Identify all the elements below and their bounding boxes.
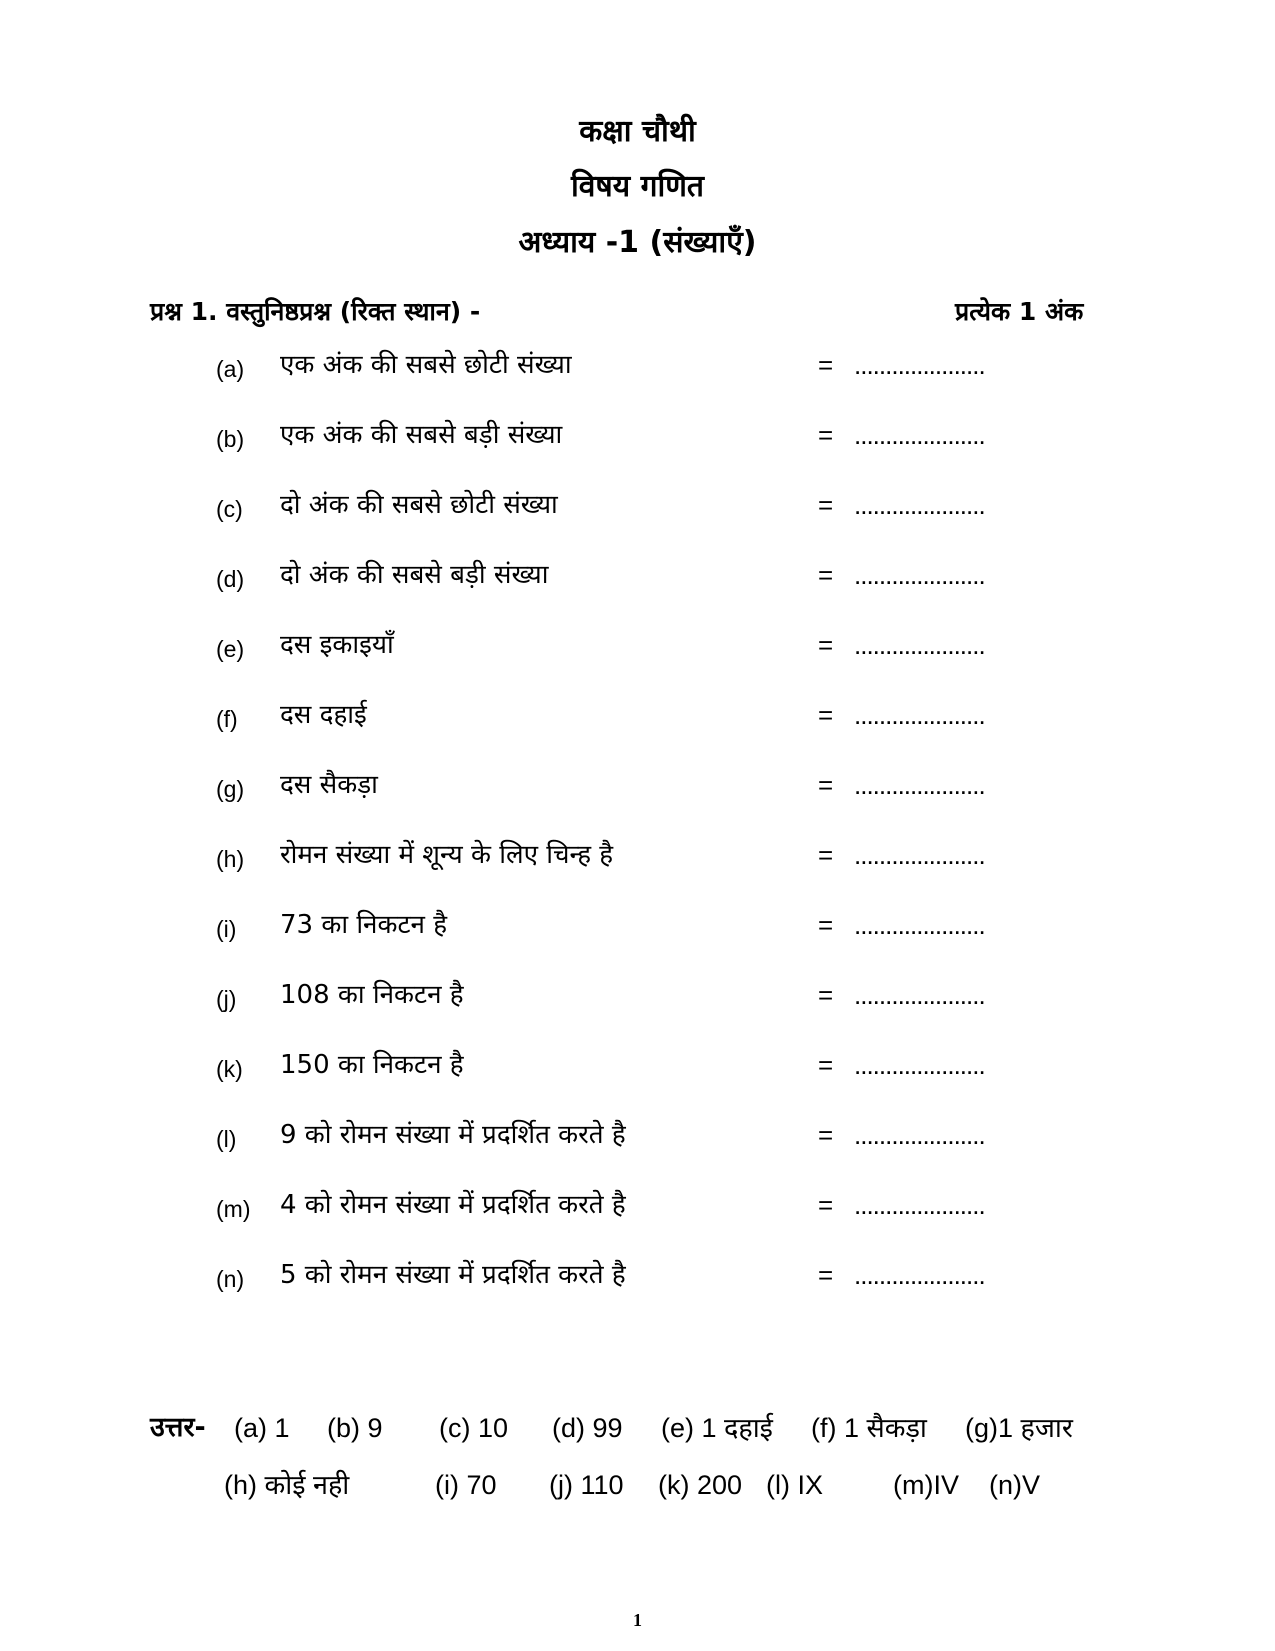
equals-sign: = xyxy=(818,910,834,940)
equals-sign: = xyxy=(818,840,834,870)
answer-item: (k) 200 xyxy=(658,1470,743,1500)
question-item xyxy=(0,906,1275,946)
item-label: (j) xyxy=(216,986,237,1012)
answer-item: (f) 1 सैकड़ा xyxy=(811,1413,927,1443)
equals-sign: = xyxy=(818,1190,834,1220)
item-text: दो अंक की सबसे छोटी संख्या xyxy=(280,490,558,520)
answer-item: (e) 1 दहाई xyxy=(661,1413,773,1443)
question-item xyxy=(0,556,1275,596)
answer-blank: ..................... xyxy=(854,700,985,730)
answer-item: (l) IX xyxy=(766,1470,823,1500)
answer-item: (i) 70 xyxy=(435,1470,497,1500)
subject-title: विषय गणित xyxy=(570,169,705,204)
answer-item: (d) 99 xyxy=(552,1413,623,1443)
answer-blank: ..................... xyxy=(854,490,985,520)
question-item xyxy=(0,1046,1275,1086)
item-label: (m) xyxy=(216,1196,251,1222)
equals-sign: = xyxy=(818,490,834,520)
item-text: एक अंक की सबसे बड़ी संख्या xyxy=(280,420,563,450)
question-item xyxy=(0,696,1275,736)
question-item xyxy=(0,836,1275,876)
answer-blank: ..................... xyxy=(854,840,985,870)
item-label: (k) xyxy=(216,1056,243,1082)
equals-sign: = xyxy=(818,1120,834,1150)
item-text: 4 को रोमन संख्या में प्रदर्शित करते है xyxy=(280,1190,626,1220)
answer-blank: ..................... xyxy=(854,350,985,380)
item-text: 150 का निकटन है xyxy=(280,1050,464,1080)
answer-blank: ..................... xyxy=(854,910,985,940)
item-label: (g) xyxy=(216,776,245,802)
answers-heading: उत्तर- xyxy=(150,1412,206,1443)
item-text: दस दहाई xyxy=(280,700,367,730)
item-label: (e) xyxy=(216,636,245,662)
answer-item: (a) 1 xyxy=(234,1413,290,1443)
answer-item: (g)1 हजार xyxy=(965,1413,1073,1443)
marks-label: प्रत्येक 1 अंक xyxy=(955,297,1084,326)
page-number: 1 xyxy=(633,1610,642,1630)
equals-sign: = xyxy=(818,980,834,1010)
question-item xyxy=(0,626,1275,666)
item-label: (i) xyxy=(216,916,237,942)
item-text: 5 को रोमन संख्या में प्रदर्शित करते है xyxy=(280,1260,626,1290)
equals-sign: = xyxy=(818,630,834,660)
answer-item: (j) 110 xyxy=(549,1470,624,1500)
equals-sign: = xyxy=(818,1050,834,1080)
answer-item: (m)IV xyxy=(893,1470,959,1500)
item-label: (n) xyxy=(216,1266,245,1292)
answer-item: (b) 9 xyxy=(327,1413,383,1443)
item-label: (l) xyxy=(216,1126,237,1152)
item-text: दस सैकड़ा xyxy=(280,770,378,800)
answer-item: (h) कोई नही xyxy=(224,1470,350,1500)
answer-blank: ..................... xyxy=(854,980,985,1010)
item-label: (c) xyxy=(216,496,243,522)
answer-blank: ..................... xyxy=(854,560,985,590)
answer-blank: ..................... xyxy=(854,1120,985,1150)
equals-sign: = xyxy=(818,420,834,450)
answer-blank: ..................... xyxy=(854,770,985,800)
equals-sign: = xyxy=(818,350,834,380)
equals-sign: = xyxy=(818,560,834,590)
item-text: 9 को रोमन संख्या में प्रदर्शित करते है xyxy=(280,1120,626,1150)
equals-sign: = xyxy=(818,700,834,730)
answer-item: (c) 10 xyxy=(439,1413,509,1443)
item-label: (b) xyxy=(216,426,245,452)
item-label: (f) xyxy=(216,706,238,732)
answer-blank: ..................... xyxy=(854,1190,985,1220)
answer-blank: ..................... xyxy=(854,420,985,450)
answer-blank: ..................... xyxy=(854,630,985,660)
equals-sign: = xyxy=(818,1260,834,1290)
answer-blank: ..................... xyxy=(854,1260,985,1290)
question-item xyxy=(0,486,1275,526)
question-item xyxy=(0,416,1275,456)
question-item xyxy=(0,1256,1275,1296)
item-label: (a) xyxy=(216,356,245,382)
item-label: (d) xyxy=(216,566,245,592)
question-item xyxy=(0,346,1275,386)
item-text: एक अंक की सबसे छोटी संख्या xyxy=(280,350,572,380)
item-text: रोमन संख्या में शून्य के लिए चिन्ह है xyxy=(280,840,614,870)
question-item xyxy=(0,1186,1275,1226)
class-title: कक्षा चौथी xyxy=(579,114,696,149)
answer-item: (n)V xyxy=(989,1470,1041,1500)
answer-blank: ..................... xyxy=(854,1050,985,1080)
item-text: 73 का निकटन है xyxy=(280,910,448,940)
equals-sign: = xyxy=(818,770,834,800)
item-text: 108 का निकटन है xyxy=(280,980,464,1010)
question-item xyxy=(0,766,1275,806)
item-text: दस इकाइयाँ xyxy=(280,630,394,660)
answers-line-1 xyxy=(150,1409,1073,1447)
question-item xyxy=(0,1116,1275,1156)
item-text: दो अंक की सबसे बड़ी संख्या xyxy=(280,560,549,590)
question-heading: प्रश्न 1. वस्तुनिष्ठप्रश्न (रिक्त स्थान) - xyxy=(150,297,481,326)
item-label: (h) xyxy=(216,846,245,872)
chapter-title: अध्याय -1 (संख्याएँ) xyxy=(518,225,757,260)
question-item xyxy=(0,976,1275,1016)
